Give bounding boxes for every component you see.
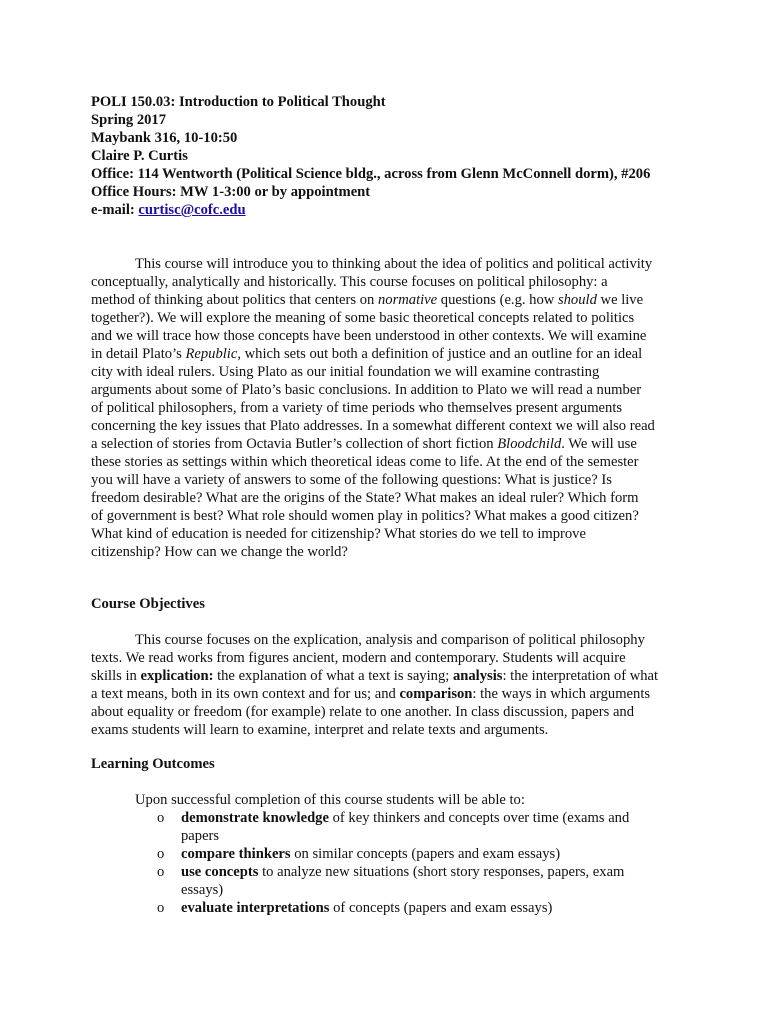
intro-line-2: conceptually, analytically and historically. This course focuses on political philosophy: a	[91, 274, 608, 290]
objectives-heading: Course Objectives	[91, 596, 205, 612]
intro-line-15: of government is best? What role should women play in politics? What makes a good citizen?	[91, 508, 639, 524]
intro-line-16: What kind of education is needed for citizenship? What stories do we tell to improve	[91, 526, 586, 542]
intro-line-10: concerning the key issues that Plato addresses. In a somewhat different context we will also read	[91, 418, 655, 434]
bullet-marker: o	[157, 864, 165, 880]
objectives-line-6: exams students will learn to examine, interpret and relate texts and arguments.	[91, 722, 549, 738]
email-label: e-mail:	[91, 202, 139, 218]
intro-line-1: This course will introduce you to thinking about the idea of politics and political activity	[135, 256, 653, 272]
intro-line-11	[91, 435, 637, 453]
outcome-term: use concepts	[181, 864, 259, 880]
comparison-term: comparison	[399, 686, 473, 702]
list-item	[157, 899, 552, 917]
objectives-line-4	[91, 685, 650, 703]
analysis-term: analysis	[452, 668, 503, 684]
intro-line-5: and we will trace how those concepts have been understood in other contexts. We will examine	[91, 328, 647, 344]
list-item	[157, 809, 629, 827]
intro-line-7: city with ideal rulers. Using Plato as our initial foundation we will examine contrasting	[91, 364, 600, 380]
course-title: POLI 150.03: Introduction to Political Thought	[91, 94, 386, 110]
objectives-line-3e: : the interpretation of what	[502, 668, 659, 684]
objectives-line-2: texts. We read works from figures ancient, modern and contemporary. Students will acquire	[91, 650, 626, 666]
intro-line-6a: in detail Plato’s	[91, 346, 186, 362]
intro-line-9: of political philosophers, from a variety of time periods who themselves present arguments	[91, 400, 623, 416]
intro-line-11a: a selection of stories from Octavia Butler’s collection of short fiction	[91, 436, 498, 452]
objectives-line-5: about equality or freedom (for example) relate to one another. In class discussion, papers and	[91, 704, 635, 720]
outcome-term: compare thinkers	[181, 846, 291, 862]
office-hours: Office Hours: MW 1-3:00 or by appointment	[91, 184, 371, 200]
outcome-term: demonstrate knowledge	[181, 810, 329, 826]
intro-line-6c: , which sets out both a definition of justice and an outline for an ideal	[237, 346, 643, 362]
intro-line-8: arguments about some of Plato’s basic conclusions. In addition to Plato we will read a number	[91, 382, 642, 398]
objectives-line-4c: : the ways in which arguments	[472, 686, 651, 702]
bullet-marker: o	[157, 810, 165, 826]
outcome-text: of concepts (papers and exam essays)	[329, 900, 553, 916]
outcome-continuation: papers	[181, 828, 220, 844]
objectives-line-3c: the explanation of what a text is saying;	[213, 668, 453, 684]
normative-emphasis: normative	[377, 292, 438, 308]
intro-line-14: freedom desirable? What are the origins of the State? What makes an ideal ruler? Which form	[91, 490, 639, 506]
list-item	[157, 863, 624, 881]
republic-title: Republic	[185, 346, 238, 362]
objectives-line-4a: a text means, both in its own context and for us; and	[91, 686, 400, 702]
intro-line-3c: questions (e.g. how	[437, 292, 558, 308]
course-term: Spring 2017	[91, 112, 167, 128]
outcome-text: on similar concepts (papers and exam essays)	[290, 846, 561, 862]
explication-term: explication:	[140, 668, 214, 684]
objectives-line-1: This course focuses on the explication, analysis and comparison of political philosophy	[135, 632, 645, 648]
intro-line-3	[91, 291, 643, 309]
outcomes-intro: Upon successful completion of this course students will be able to:	[135, 792, 525, 808]
instructor-name: Claire P. Curtis	[91, 148, 188, 164]
should-emphasis: should	[557, 292, 597, 308]
outcome-continuation: essays)	[181, 882, 224, 898]
email-link[interactable]: curtisc@cofc.edu	[138, 202, 246, 218]
outcome-text: of key thinkers and concepts over time (exams and	[328, 810, 630, 826]
outcomes-heading: Learning Outcomes	[91, 756, 215, 772]
objectives-line-3	[91, 667, 658, 685]
bullet-marker: o	[157, 846, 165, 862]
intro-line-17: citizenship? How can we change the world?	[91, 544, 348, 560]
course-room-time: Maybank 316, 10-10:50	[91, 130, 238, 146]
email-line	[91, 201, 246, 219]
objectives-line-3a: skills in	[91, 668, 141, 684]
intro-line-13: you will have a variety of answers to some of the following questions: What is justice? Is	[91, 472, 612, 488]
intro-line-12: these stories as settings within which theoretical ideas come to life. At the end of the semester	[91, 454, 639, 470]
office-location: Office: 114 Wentworth (Political Science bldg., across from Glenn McConnell dorm), #206	[91, 166, 651, 182]
intro-line-4: together?). We will explore the meaning of some basic theoretical concepts related to politics	[91, 310, 635, 326]
outcome-text: to analyze new situations (short story responses, papers, exam	[258, 864, 625, 880]
intro-line-11c: . We will use	[561, 436, 637, 452]
bloodchild-title: Bloodchild	[497, 436, 562, 452]
intro-line-3e: we live	[596, 292, 644, 308]
outcome-term: evaluate interpretations	[181, 900, 330, 916]
list-item	[157, 845, 560, 863]
intro-line-6	[91, 345, 642, 363]
bullet-marker: o	[157, 900, 165, 916]
intro-line-3a: method of thinking about politics that centers on	[91, 292, 378, 308]
